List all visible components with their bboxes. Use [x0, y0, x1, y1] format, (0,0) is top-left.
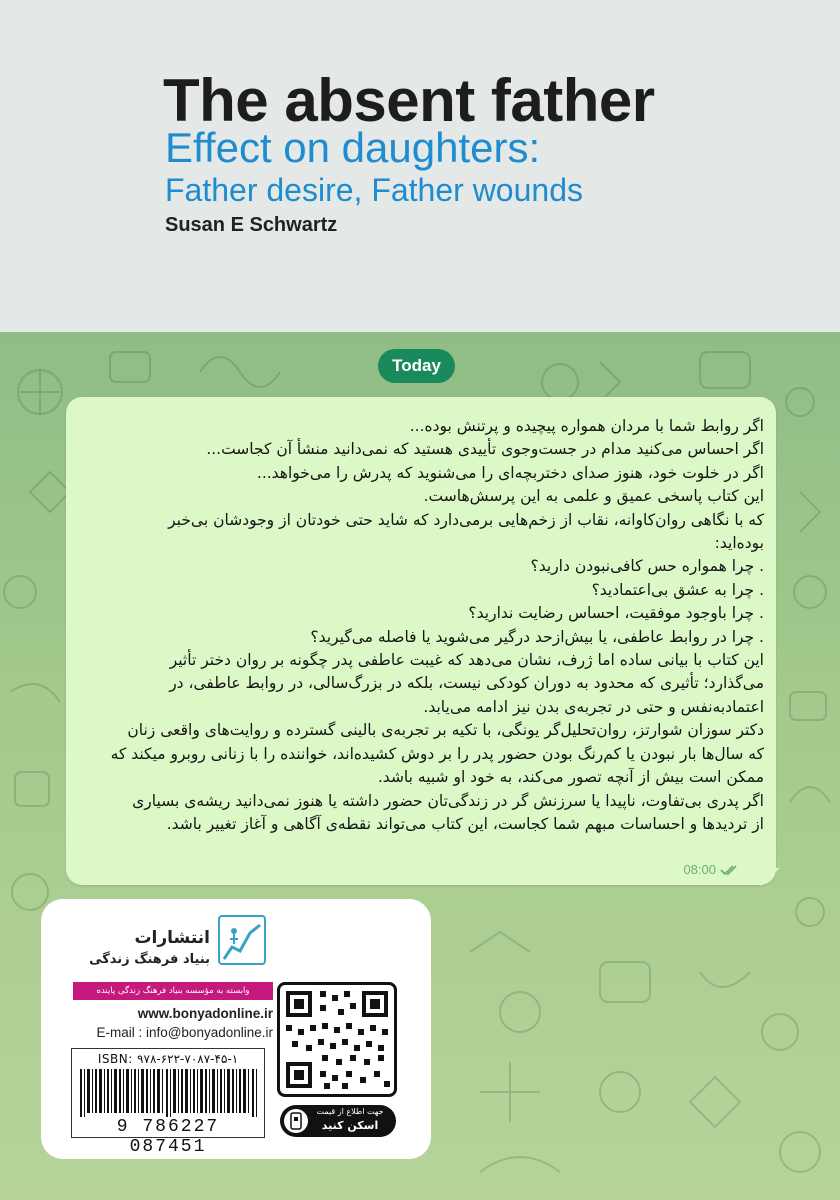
message-line: می‌گذارد؛ تأثیری که محدود به دوران کودکی نیست، بلکه در بزرگ‌سالی، در روابط عاطفی، در — [169, 674, 764, 693]
message-line: اگر در خلوت خود، هنوز صدای دختربچه‌ای را می‌شنوید که پدرش را می‌خواهد... — [256, 463, 764, 482]
bubble-tail — [760, 868, 780, 886]
message-line: که با نگاهی روان‌کاوانه، نقاب از زخم‌هایی برمی‌دارد که شاید حتی خودتان از وجودشان بی‌خبر — [168, 510, 764, 529]
publisher-name: انتشارات — [134, 928, 210, 948]
scan-prompt — [280, 1105, 396, 1137]
qr-code-icon[interactable] — [277, 982, 397, 1097]
message-line: این کتاب پاسخی عمیق و علمی به این پرسش‌هاست. — [423, 487, 764, 506]
message-line: . چرا باوجود موفقیت، احساس رضایت ندارید؟ — [468, 604, 764, 623]
isbn-barcode — [71, 1048, 265, 1157]
message-text — [80, 415, 764, 836]
barcode-icon — [78, 1069, 260, 1117]
message-line: . چرا همواره حس کافی‌نبودن دارید؟ — [530, 557, 764, 576]
message-line: اگر پدری بی‌تفاوت، ناپیدا یا سرزنش گر در زندگی‌تان حضور داشته یا هنوز نمی‌دانید ریشه‌ی بسیاری — [132, 791, 764, 810]
affiliation-banner: وابسته به مؤسسه بنیاد فرهنگ زندگی پاینده — [73, 982, 273, 1000]
date-pill: Today — [378, 349, 455, 383]
message-line: ممکن است بیش از آنچه تصور می‌کند، به خود او شبیه باشد. — [377, 768, 764, 787]
message-line: از تردیدها و احساسات مبهم شما کجاست، این کتاب می‌تواند نقطه‌ی آگاهی و آغاز تغییر باشد. — [166, 814, 764, 833]
message-bubble[interactable] — [66, 397, 776, 885]
message-line: اگر احساس می‌کنید مدام در جست‌وجوی تأییدی هستید که نمی‌دانید منشأ آن کجاست... — [206, 440, 764, 459]
double-check-icon — [720, 864, 740, 876]
barcode-number: 9 786227 087451 — [116, 1117, 220, 1157]
message-line: که سال‌ها بار نبودن یا کم‌رنگ بودن حضور پدر را بر دوش کشیده‌اند، خواننده را با زنانی روبرو میکند که — [110, 744, 764, 763]
cover-header — [0, 0, 840, 332]
message-meta — [683, 862, 740, 877]
message-line: بوده‌اید: — [714, 534, 764, 553]
publisher-name-sub: بنیاد فرهنگ زندگی — [89, 952, 210, 967]
book-author: Susan E Schwartz — [165, 214, 338, 236]
scan-label: اسکن کنید — [321, 1119, 379, 1132]
message-line: این کتاب با بیانی ساده اما ژرف، نشان می‌دهد که غیبت عاطفی پدر چگونه بر روان دختر تأثیر — [169, 651, 764, 670]
message-line: دکتر سوزان شوارتز، روان‌تحلیل‌گر یونگی، با تکیه بر تجربه‌ی بالینی گسترده و روایت‌های واقعی زنان — [127, 721, 764, 740]
isbn-label: ISBN: ۹۷۸-۶۲۲-۷۰۸۷-۴۵-۱ — [97, 1052, 239, 1066]
book-subtitle-line1: Effect on daughters: — [165, 124, 541, 171]
publisher-logo-icon — [218, 915, 266, 965]
publisher-website[interactable]: www.bonyadonline.ir — [137, 1006, 273, 1021]
message-line: . چرا در روابط عاطفی، یا بیش‌ازحد درگیر می‌شوید یا فاصله می‌گیرید؟ — [310, 627, 764, 646]
publisher-email[interactable]: E-mail : info@bonyadonline.ir — [96, 1025, 273, 1040]
message-time: 08:00 — [683, 862, 716, 877]
phone-scan-icon — [284, 1109, 308, 1133]
book-title: The absent father — [163, 67, 655, 134]
message-line: . چرا به عشق بی‌اعتمادید؟ — [591, 580, 764, 599]
message-line: اگر روابط شما با مردان همواره پیچیده و پرتنش بوده... — [409, 417, 764, 435]
scan-hint: جهت اطلاع از قیمت — [316, 1107, 384, 1116]
book-subtitle-line2: Father desire, Father wounds — [165, 172, 583, 208]
message-line: اعتمادبه‌نفس و حتی در تجربه‌ی بدن نیز ادامه می‌یابد. — [423, 697, 764, 716]
